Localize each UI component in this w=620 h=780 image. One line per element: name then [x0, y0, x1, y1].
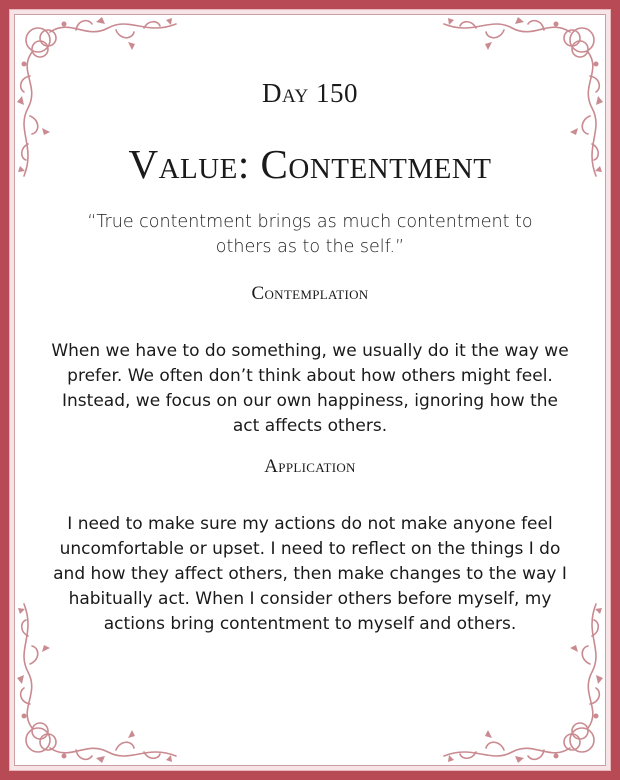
- application-text: I need to make sure my actions do not make anyone feel uncomfortable or upset. I need to reflect on the things I do and how they affect others, then make changes to the way I habitually act. When I consider others before myself, my actions bring contentment to myself and others.: [53, 514, 567, 634]
- contemplation-heading: Contemplation: [251, 283, 369, 304]
- application-heading: Application: [264, 456, 356, 477]
- value-title: Value: Contentment: [128, 141, 492, 187]
- quote: “True contentment brings as much contentment to others as to the self.”: [87, 212, 533, 257]
- contemplation-text: When we have to do something, we usually do it the way we prefer. We often don’t think about how others might feel. Instead, we focus on our own happiness, ignoring how the act affects others.: [51, 341, 569, 436]
- day-title: Day 150: [262, 78, 358, 108]
